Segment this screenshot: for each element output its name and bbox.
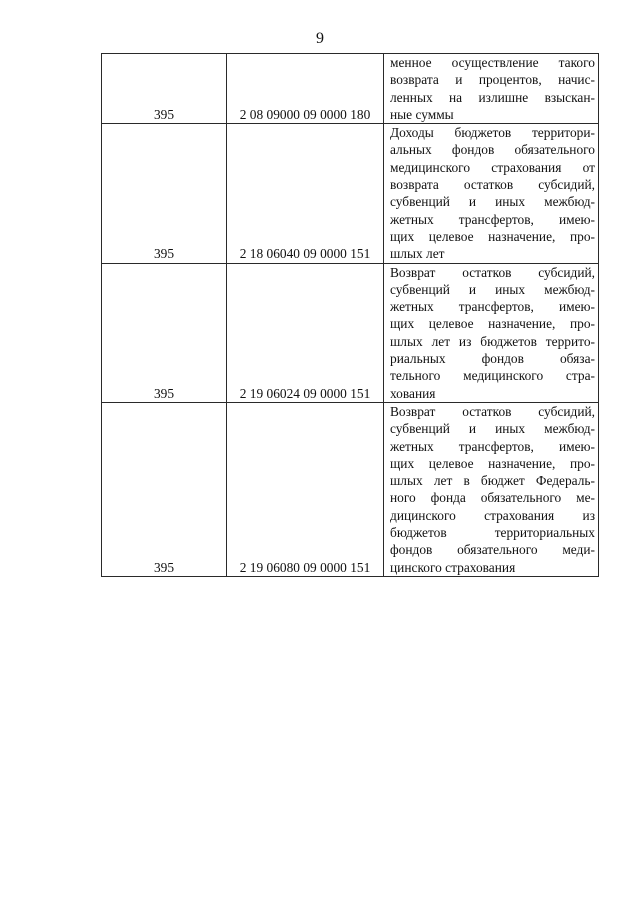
description-line: щих целевое назначение, про- bbox=[390, 228, 595, 244]
description-line: жетных трансфертов, имею- bbox=[390, 299, 595, 315]
admin-code-cell: 395 bbox=[102, 54, 227, 124]
budget-code-cell: 2 19 06024 09 0000 151 bbox=[227, 263, 384, 402]
admin-code-cell: 395 bbox=[102, 263, 227, 402]
description-line: фондов обязательного меди- bbox=[390, 542, 595, 558]
description-line: возврата и процентов, начис- bbox=[390, 72, 595, 88]
budget-code-cell: 2 19 06080 09 0000 151 bbox=[227, 402, 384, 576]
description-line: ного фонда обязательного ме- bbox=[390, 490, 595, 506]
budget-code-cell: 2 18 06040 09 0000 151 bbox=[227, 124, 384, 263]
description-line: субвенций и иных межбюд- bbox=[390, 194, 595, 210]
table-row bbox=[102, 402, 599, 576]
description-cell bbox=[384, 124, 599, 263]
description-line: щих целевое назначение, про- bbox=[390, 316, 595, 332]
description-line: дицинского страхования из bbox=[390, 507, 595, 523]
description-line: субвенций и иных межбюд- bbox=[390, 421, 595, 437]
admin-code-cell: 395 bbox=[102, 402, 227, 576]
description-line: возврата остатков субсидий, bbox=[390, 177, 595, 193]
description-line: медицинского страхования от bbox=[390, 159, 595, 175]
budget-code-cell: 2 08 09000 09 0000 180 bbox=[227, 54, 384, 124]
table-row bbox=[102, 54, 599, 124]
description-line: Возврат остатков субсидий, bbox=[390, 403, 595, 419]
description-cell bbox=[384, 54, 599, 124]
budget-classification-table bbox=[101, 53, 599, 577]
description-line: цинского страхования bbox=[390, 559, 516, 575]
description-line: тельного медицинского стра- bbox=[390, 368, 595, 384]
description-line: бюджетов территориальных bbox=[390, 525, 595, 541]
description-line: шлых лет в бюджет Федераль- bbox=[390, 473, 595, 489]
description-line: субвенций и иных межбюд- bbox=[390, 281, 595, 297]
description-line: альных фондов обязательного bbox=[390, 142, 595, 158]
description-line: шлых лет из бюджетов террито- bbox=[390, 333, 595, 349]
description-line: жетных трансфертов, имею- bbox=[390, 211, 595, 227]
description-line: менное осуществление такого bbox=[390, 55, 595, 70]
description-line: щих целевое назначение, про- bbox=[390, 455, 595, 471]
description-cell bbox=[384, 402, 599, 576]
page-number: 9 bbox=[316, 30, 324, 47]
table-row bbox=[102, 124, 599, 263]
description-line: хования bbox=[390, 385, 436, 401]
description-line: жетных трансфертов, имею- bbox=[390, 438, 595, 454]
description-line: шлых лет bbox=[390, 246, 445, 262]
admin-code-cell: 395 bbox=[102, 124, 227, 263]
table-row bbox=[102, 263, 599, 402]
description-line: ленных на излишне взыскан- bbox=[390, 89, 595, 105]
description-cell bbox=[384, 263, 599, 402]
description-line: риальных фондов обяза- bbox=[390, 351, 595, 367]
description-line: Доходы бюджетов территори- bbox=[390, 125, 595, 141]
description-line: Возврат остатков субсидий, bbox=[390, 264, 595, 280]
description-line: ные суммы bbox=[390, 106, 454, 122]
